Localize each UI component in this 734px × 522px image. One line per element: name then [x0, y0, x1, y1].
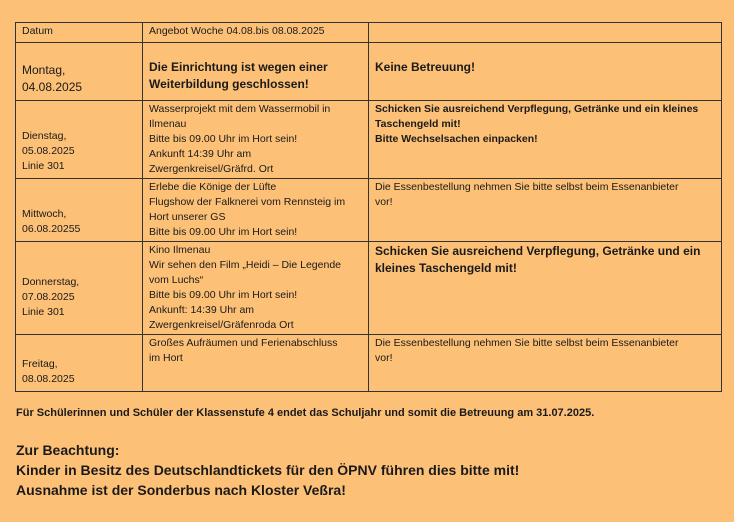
- date-cell: [16, 101, 143, 179]
- offer-line: Ilmenau: [149, 118, 187, 130]
- note-cell: [369, 335, 722, 392]
- offer-line: Zwergenkreisel/Gräfrd. Ort: [149, 163, 274, 175]
- table-row-thursday: [16, 242, 722, 335]
- attention-line: Kinder in Besitz des Deutschlandtickets für den ÖPNV führen dies bitte mit!: [16, 462, 520, 478]
- note-line: Schicken Sie ausreichend Verpflegung, Getränke und ein kleines: [375, 103, 699, 115]
- note-line: kleines Taschengeld mit!: [375, 261, 517, 275]
- offer-line: Zwergenkreisel/Gräfenroda Ort: [149, 319, 294, 331]
- offer-line: Ankunft: 14:39 Uhr am: [149, 304, 255, 316]
- attention-line: Ausnahme ist der Sonderbus nach Kloster Veßra!: [16, 482, 346, 498]
- attention-block: [16, 440, 519, 500]
- note-line: vor!: [375, 352, 393, 364]
- table-row-tuesday: [16, 101, 722, 179]
- note-cell: [369, 101, 722, 179]
- header-note: [369, 23, 722, 43]
- date: 04.08.2025: [22, 80, 83, 94]
- offer-cell: [143, 101, 369, 179]
- date-cell: [16, 242, 143, 335]
- note-line: vor!: [375, 196, 393, 208]
- offer-cell: [143, 242, 369, 335]
- weekday: Dienstag,: [22, 130, 67, 142]
- date: 06.08.20255: [22, 223, 81, 235]
- note-cell: [369, 179, 722, 242]
- offer-line: Wasserprojekt mit dem Wassermobil in: [149, 103, 331, 115]
- note-line: Bitte Wechselsachen einpacken!: [375, 133, 538, 145]
- offer-line: Bitte bis 09.00 Uhr im Hort sein!: [149, 289, 298, 301]
- date: 07.08.2025: [22, 291, 75, 303]
- date-cell: [16, 179, 143, 242]
- offer-cell: [143, 335, 369, 392]
- date-cell: [16, 43, 143, 101]
- note-cell: [369, 43, 722, 101]
- header-row: [16, 23, 722, 43]
- header-date: Datum: [16, 23, 143, 43]
- offer-line: Ankunft 14:39 Uhr am: [149, 148, 252, 160]
- weekday: Donnerstag,: [22, 276, 80, 288]
- offer-line: Wir sehen den Film „Heidi – Die Legende: [149, 259, 342, 271]
- date-cell: [16, 335, 143, 392]
- weekday: Montag,: [22, 63, 66, 77]
- note-line: Die Essenbestellung nehmen Sie bitte selbst beim Essenanbieter: [375, 181, 679, 193]
- header-offer: Angebot Woche 04.08.bis 08.08.2025: [143, 23, 369, 43]
- offer-line: Erlebe die Könige der Lüfte: [149, 181, 277, 193]
- note-line: Keine Betreuung!: [375, 60, 476, 74]
- offer-line: Bitte bis 09.00 Uhr im Hort sein!: [149, 226, 298, 238]
- attention-title: Zur Beachtung:: [16, 442, 120, 458]
- table-row-wednesday: [16, 179, 722, 242]
- offer-line: Weiterbildung geschlossen!: [149, 77, 309, 91]
- bus-line: Linie 301: [22, 160, 65, 172]
- note-line: Die Essenbestellung nehmen Sie bitte selbst beim Essenanbieter: [375, 337, 679, 349]
- footer-note: Für Schülerinnen und Schüler der Klassenstufe 4 endet das Schuljahr und somit die Betreuung am 31.07.2025.: [16, 407, 595, 419]
- offer-cell: [143, 179, 369, 242]
- weekday: Mittwoch,: [22, 208, 67, 220]
- offer-cell: [143, 43, 369, 101]
- date: 08.08.2025: [22, 373, 75, 385]
- note-line: Schicken Sie ausreichend Verpflegung, Getränke und ein: [375, 244, 701, 258]
- note-line: Taschengeld mit!: [375, 118, 461, 130]
- schedule-table: [15, 22, 722, 392]
- offer-line: Flugshow der Falknerei vom Rennsteig im: [149, 196, 346, 208]
- offer-line: Bitte bis 09.00 Uhr im Hort sein!: [149, 133, 298, 145]
- offer-line: Kino Ilmenau: [149, 244, 211, 256]
- offer-line: vom Luchs“: [149, 274, 204, 286]
- date: 05.08.2025: [22, 145, 75, 157]
- table-row-monday: [16, 43, 722, 101]
- offer-line: Großes Aufräumen und Ferienabschluss: [149, 337, 338, 349]
- table-row-friday: [16, 335, 722, 392]
- bus-line: Linie 301: [22, 306, 65, 318]
- offer-line: im Hort: [149, 352, 183, 364]
- offer-line: Die Einrichtung ist wegen einer: [149, 60, 328, 74]
- note-cell: [369, 242, 722, 335]
- weekday: Freitag,: [22, 358, 58, 370]
- offer-line: Hort unserer GS: [149, 211, 226, 223]
